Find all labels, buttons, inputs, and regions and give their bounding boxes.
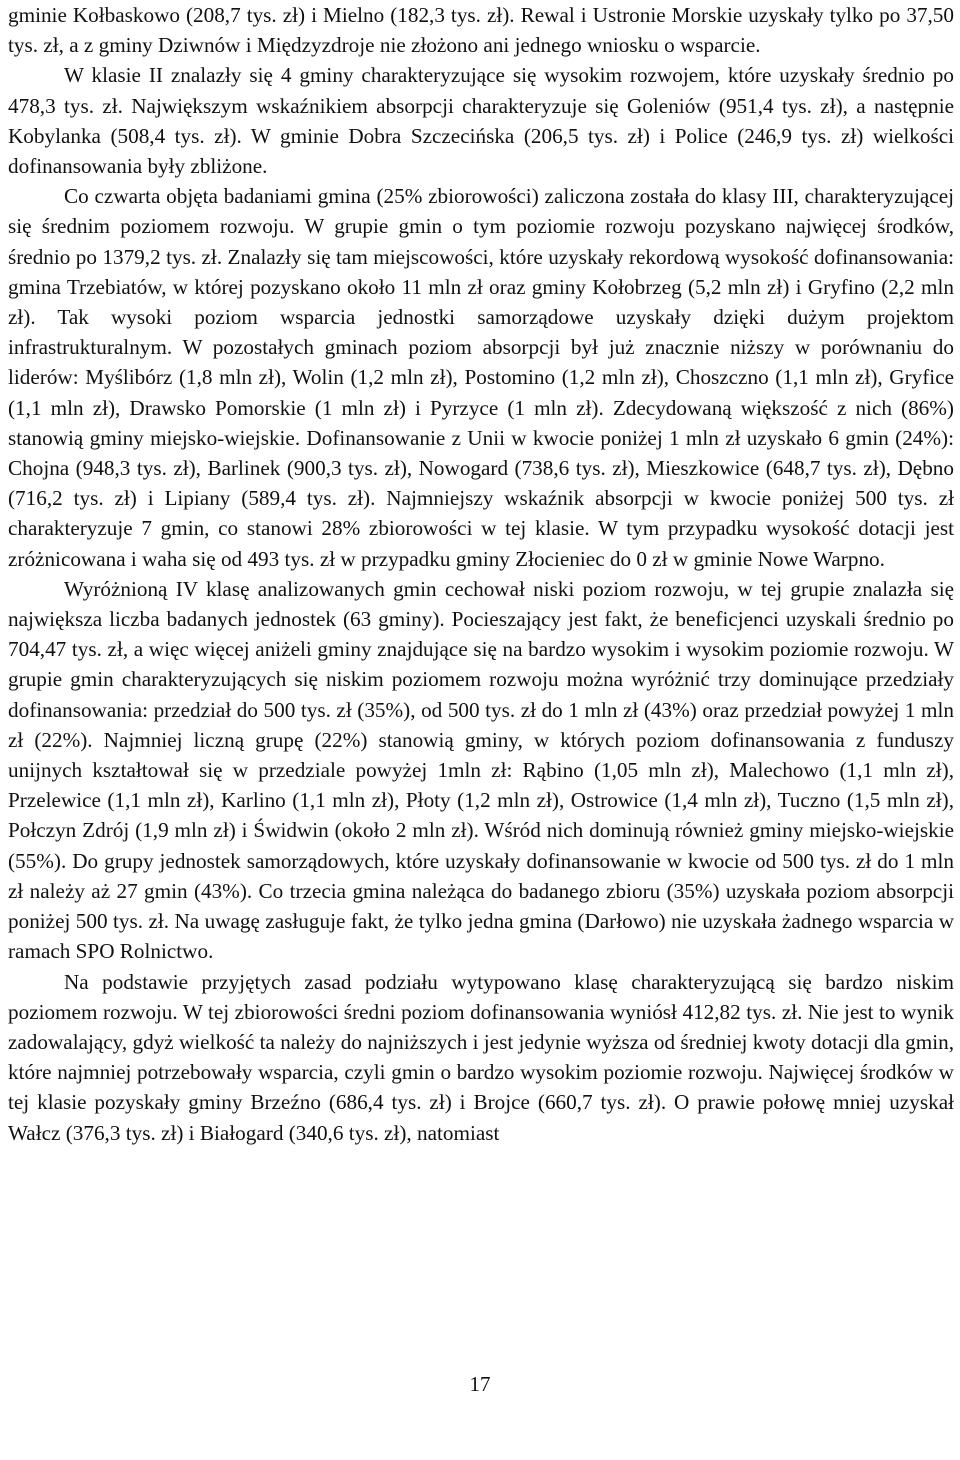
paragraph-continued: gminie Kołbaskowo (208,7 tys. zł) i Mielno (182,3 tys. zł). Rewal i Ustronie Morskie uzyskały tylko po 37,50 tys. zł, a z gminy Dziwnów i Międzyzdroje nie złożono ani jednego wniosku o wsparcie. xyxy=(8,3,954,58)
paragraph-class-iii: Co czwarta objęta badaniami gmina (25% zbiorowości) zaliczona została do klasy III, charakteryzującej się średnim poziomem rozwoju. W grupie gmin o tym poziomie rozwoju pozyskano najwięcej środków, średnio po 1379,2 tys. zł. Znalazły się tam miejscowości, które uzyskały rekordową wysokość dofinansowania: gmina Trzebiatów, w której pozyskano około 11 mln zł oraz gminy Kołobrzeg (5,2 mln zł) i Gryfino (2,2 mln zł). Tak wysoki poziom wsparcia jednostki samorządowe uzyskały dzięki dużym projektom infrastrukturalnym. W pozostałych gminach poziom absorpcji był już znacznie niższy w porównaniu do liderów: Myślibórz (1,8 mln zł), Wolin (1,2 mln zł), Postomino (1,2 mln zł), Choszczno (1,1 mln zł), Gryfice (1,1 mln zł), Drawsko Pomorskie (1 mln zł) i Pyrzyce (1 mln zł). Zdecydowaną większość z nich (86%) stanowią gminy miejsko-wiejskie. Dofinansowanie z Unii w kwocie poniżej 1 mln zł uzyskało 6 gmin (24%): Chojna (948,3 tys. zł), Barlinek (900,3 tys. zł), Nowogard (738,6 tys. zł), Mieszkowice (648,7 tys. zł), Dębno (716,2 tys. zł) i Lipiany (589,4 tys. zł). Najmniejszy wskaźnik absorpcji w kwocie poniżej 500 tys. zł charakteryzuje 7 gmin, co stanowi 28% zbiorowości w tej klasie. W tym przypadku wysokość dotacji jest zróżnicowana i waha się od 493 tys. zł w przypadku gminy Złocieniec do 0 zł w gminie Nowe Warpno. xyxy=(8,184,954,571)
page-number: 17 xyxy=(469,1372,491,1396)
paragraph-class-v: Na podstawie przyjętych zasad podziału wytypowano klasę charakteryzującą się bardzo niskim poziomem rozwoju. W tej zbiorowości średni poziom dofinansowania wyniósł 412,82 tys. zł. Nie jest to wynik zadowalający, gdyż wielkość ta należy do najniższych i jest jedynie wyższa od średniej kwoty dotacji dla gmin, które najmniej potrzebowały wsparcia, czyli gmin o bardzo wysokim poziomie rozwoju. Najwięcej środków w tej klasie pozyskały gminy Brzeźno (686,4 tys. zł) i Brojce (660,7 tys. zł). O prawie połowę mniej uzyskał Wałcz (376,3 tys. zł) i Białogard (340,6 tys. zł), natomiast xyxy=(8,969,954,1145)
document-page xyxy=(8,0,954,1148)
paragraph-class-iv: Wyróżnioną IV klasę analizowanych gmin cechował niski poziom rozwoju, w tej grupie znalazła się największa liczba badanych jednostek (63 gminy). Pocieszający jest fakt, że beneficjenci uzyskali średnio po 704,47 tys. zł, a więc więcej aniżeli gminy znajdujące się na bardzo wysokim i wysokim poziomie rozwoju. W grupie gmin charakteryzujących się niskim poziomem rozwoju można wyróżnić trzy dominujące przedziały dofinansowania: przedział do 500 tys. zł (35%), od 500 tys. zł do 1 mln zł (43%) oraz przedział powyżej 1 mln zł (22%). Najmniej liczną grupę (22%) stanowią gminy, w których poziom dofinansowania z funduszy unijnych kształtował się w przedziale powyżej 1mln zł: Rąbino (1,05 mln zł), Malechowo (1,1 mln zł), Przelewice (1,1 mln zł), Karlino (1,1 mln zł), Płoty (1,2 mln zł), Ostrowice (1,4 mln zł), Tuczno (1,5 mln zł), Połczyn Zdrój (1,9 mln zł) i Świdwin (około 2 mln zł). Wśród nich dominują również gminy miejsko-wiejskie (55%). Do grupy jednostek samorządowych, które uzyskały dofinansowanie w kwocie od 500 tys. zł do 1 mln zł należy aż 27 gmin (43%). Co trzecia gmina należąca do badanego zbioru (35%) uzyskała poziom absorpcji poniżej 500 tys. zł. Na uwagę zasługuje fakt, że tylko jedna gmina (Darłowo) nie uzyskała żadnego wsparcia w ramach SPO Rolnictwo. xyxy=(8,576,954,964)
paragraph-class-ii: W klasie II znalazły się 4 gminy charakteryzujące się wysokim rozwojem, które uzyskały średnio po 478,3 tys. zł. Największym wskaźnikiem absorpcji charakteryzuje się Goleniów (951,4 tys. zł), a następnie Kobylanka (508,4 tys. zł). W gminie Dobra Szczecińska (206,5 tys. zł) i Police (246,9 tys. zł) wielkości dofinansowania były zbliżone. xyxy=(8,63,954,179)
